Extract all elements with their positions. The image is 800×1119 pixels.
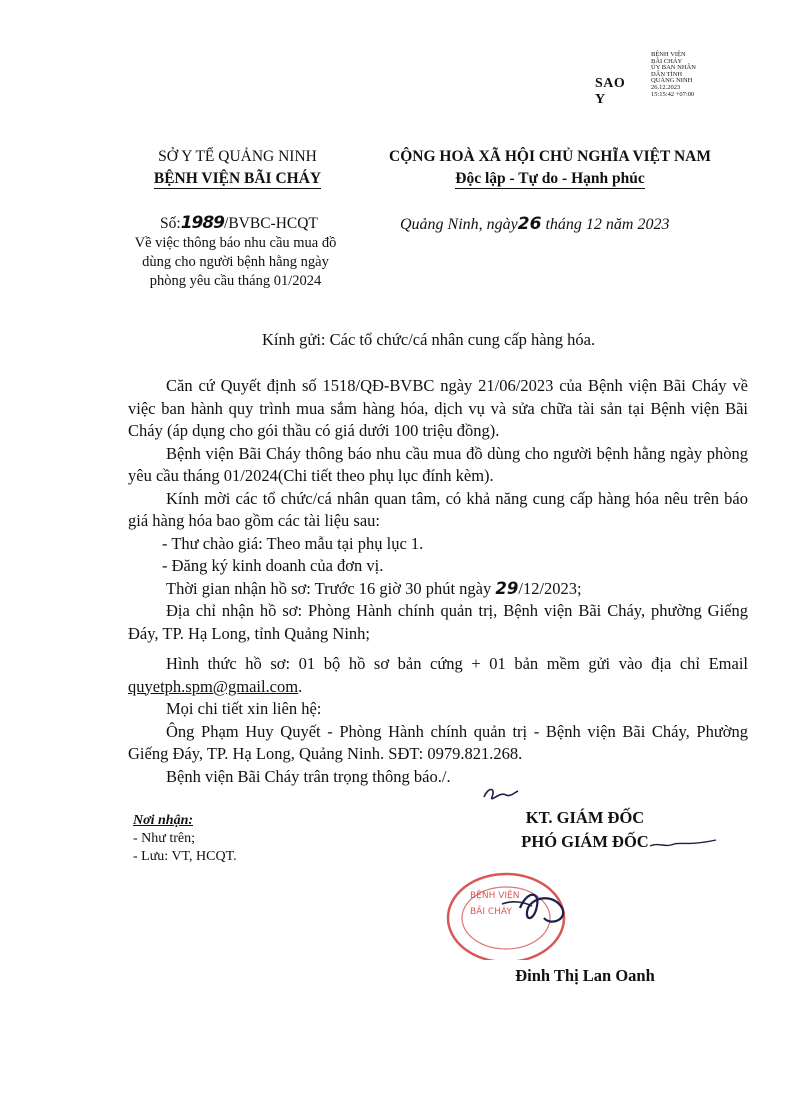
- recipient-item: - Như trên;: [133, 831, 196, 846]
- deadline-suffix: /12/2023;: [518, 578, 582, 598]
- format-end: .: [298, 676, 303, 696]
- initials-signature-icon: [480, 783, 520, 805]
- recipients: [133, 812, 237, 866]
- agency-name: BỆNH VIỆN BÃI CHÁY: [153, 170, 322, 187]
- date-day-handwritten: 26: [517, 214, 542, 234]
- signer-name: Đinh Thị Lan Oanh: [515, 966, 655, 985]
- copy-stamp-line: 15:15:42 +07:00: [651, 90, 695, 98]
- subject-line: phòng yêu cầu tháng 01/2024: [149, 273, 322, 289]
- date-suffix: tháng 12 năm 2023: [541, 216, 670, 233]
- paragraph-deadline: [128, 578, 748, 601]
- paragraph-legal-basis: Căn cứ Quyết định số 1518/QĐ-BVBC ngày 21/06/2023 của Bệnh viện Bãi Cháy về việc ban hành quy trình mua sắm hàng hóa, dịch vụ và sửa chữa tài sản tại Bệnh viện Bãi Cháy (áp dụng cho gói thầu có giá dưới 100 triệu đồng).: [128, 376, 748, 440]
- copy-stamp-line: 26.12.2023: [651, 83, 681, 91]
- copy-stamp-line: DÂN TỈNH: [651, 70, 683, 78]
- paragraph-invitation: Kính mời các tổ chức/cá nhân quan tâm, có khả năng cung cấp hàng hóa nêu trên báo giá hàng hóa bao gồm các tài liệu sau:: [128, 488, 748, 530]
- seal-text: BÃI CHÁY: [470, 907, 512, 917]
- document-date: [400, 214, 669, 234]
- document-number-suffix: /BVBC-HCQT: [224, 215, 318, 232]
- copy-stamp-line: BỆNH VIỆN: [651, 51, 686, 58]
- recipients-title: Nơi nhận:: [133, 813, 194, 828]
- paragraph-contact-intro: Mọi chi tiết xin liên hệ:: [166, 699, 322, 718]
- agency-parent: SỞ Y TẾ QUẢNG NINH: [158, 148, 317, 165]
- list-item: - Thư chào giá: Theo mẫu tại phụ lục 1.: [162, 533, 424, 553]
- nation-title: CỘNG HOÀ XÃ HỘI CHỦ NGHĨA VIỆT NAM: [389, 148, 711, 165]
- national-motto: Độc lập - Tự do - Hạnh phúc: [455, 170, 645, 187]
- copy-stamp-label: SAO Y: [595, 76, 626, 107]
- paragraph-contact: Ông Phạm Huy Quyết - Phòng Hành chính quản trị - Bệnh viện Bãi Cháy, Phường Giếng Đáy, TP. Hạ Long, Quảng Ninh. SĐT: 0979.821.268.: [128, 721, 748, 763]
- paragraph-format: [128, 653, 748, 698]
- document-body: [128, 375, 748, 788]
- deadline-prefix: Thời gian nhận hồ sơ: Trước 16 giờ 30 phút ngày: [166, 578, 496, 598]
- initials-signature-icon: [648, 836, 718, 852]
- recipient-item: - Lưu: VT, HCQT.: [133, 849, 237, 864]
- format-text: Hình thức hồ sơ: 01 bộ hồ sơ bản cứng + 01 bản mềm gửi vào địa chỉ Email: [166, 654, 748, 673]
- date-prefix: Quảng Ninh, ngày: [400, 216, 518, 233]
- national-header: [355, 146, 745, 190]
- document-subject: [118, 234, 353, 291]
- copy-stamp-line: BÃI CHÁY: [651, 57, 683, 65]
- signature-title-1: KT. GIÁM ĐỐC: [525, 808, 645, 827]
- document-number: [160, 213, 318, 233]
- document-number-handwritten: 1989: [180, 213, 225, 233]
- copy-stamp-line: QUẢNG NINH: [651, 77, 693, 85]
- copy-stamp-details: [651, 52, 721, 98]
- paragraph-address: Địa chỉ nhận hồ sơ: Phòng Hành chính quản trị, Bệnh viện Bãi Cháy, phường Giếng Đáy, TP. Hạ Long, tỉnh Quảng Ninh;: [128, 601, 748, 643]
- deadline-day-handwritten: 29: [495, 578, 519, 598]
- document-number-prefix: Số:: [160, 215, 181, 232]
- agency-header: [120, 146, 355, 190]
- subject-line: Về việc thông báo nhu cầu mua đồ: [134, 235, 337, 251]
- seal-text: BỆNH VIỆN: [470, 891, 520, 901]
- email-link[interactable]: quyetph.spm@gmail.com: [128, 676, 299, 696]
- signature-title-2: PHÓ GIÁM ĐỐC: [521, 832, 649, 851]
- paragraph-notice: Bệnh viện Bãi Cháy thông báo nhu cầu mua đồ dùng cho người bệnh hằng ngày phòng yêu cầu tháng 01/2024(Chi tiết theo phụ lục đính kèm).: [128, 443, 748, 485]
- red-seal-icon: [432, 860, 580, 960]
- subject-line: dùng cho người bệnh hằng ngày: [142, 254, 329, 270]
- copy-stamp-line: ỦY BAN NHÂN: [651, 64, 696, 72]
- list-item: - Đăng ký kinh doanh của đơn vị.: [162, 556, 384, 575]
- greeting: Kính gửi: Các tổ chức/cá nhân cung cấp hàng hóa.: [262, 330, 596, 349]
- paragraph-closing: Bệnh viện Bãi Cháy trân trọng thông báo./.: [166, 766, 451, 786]
